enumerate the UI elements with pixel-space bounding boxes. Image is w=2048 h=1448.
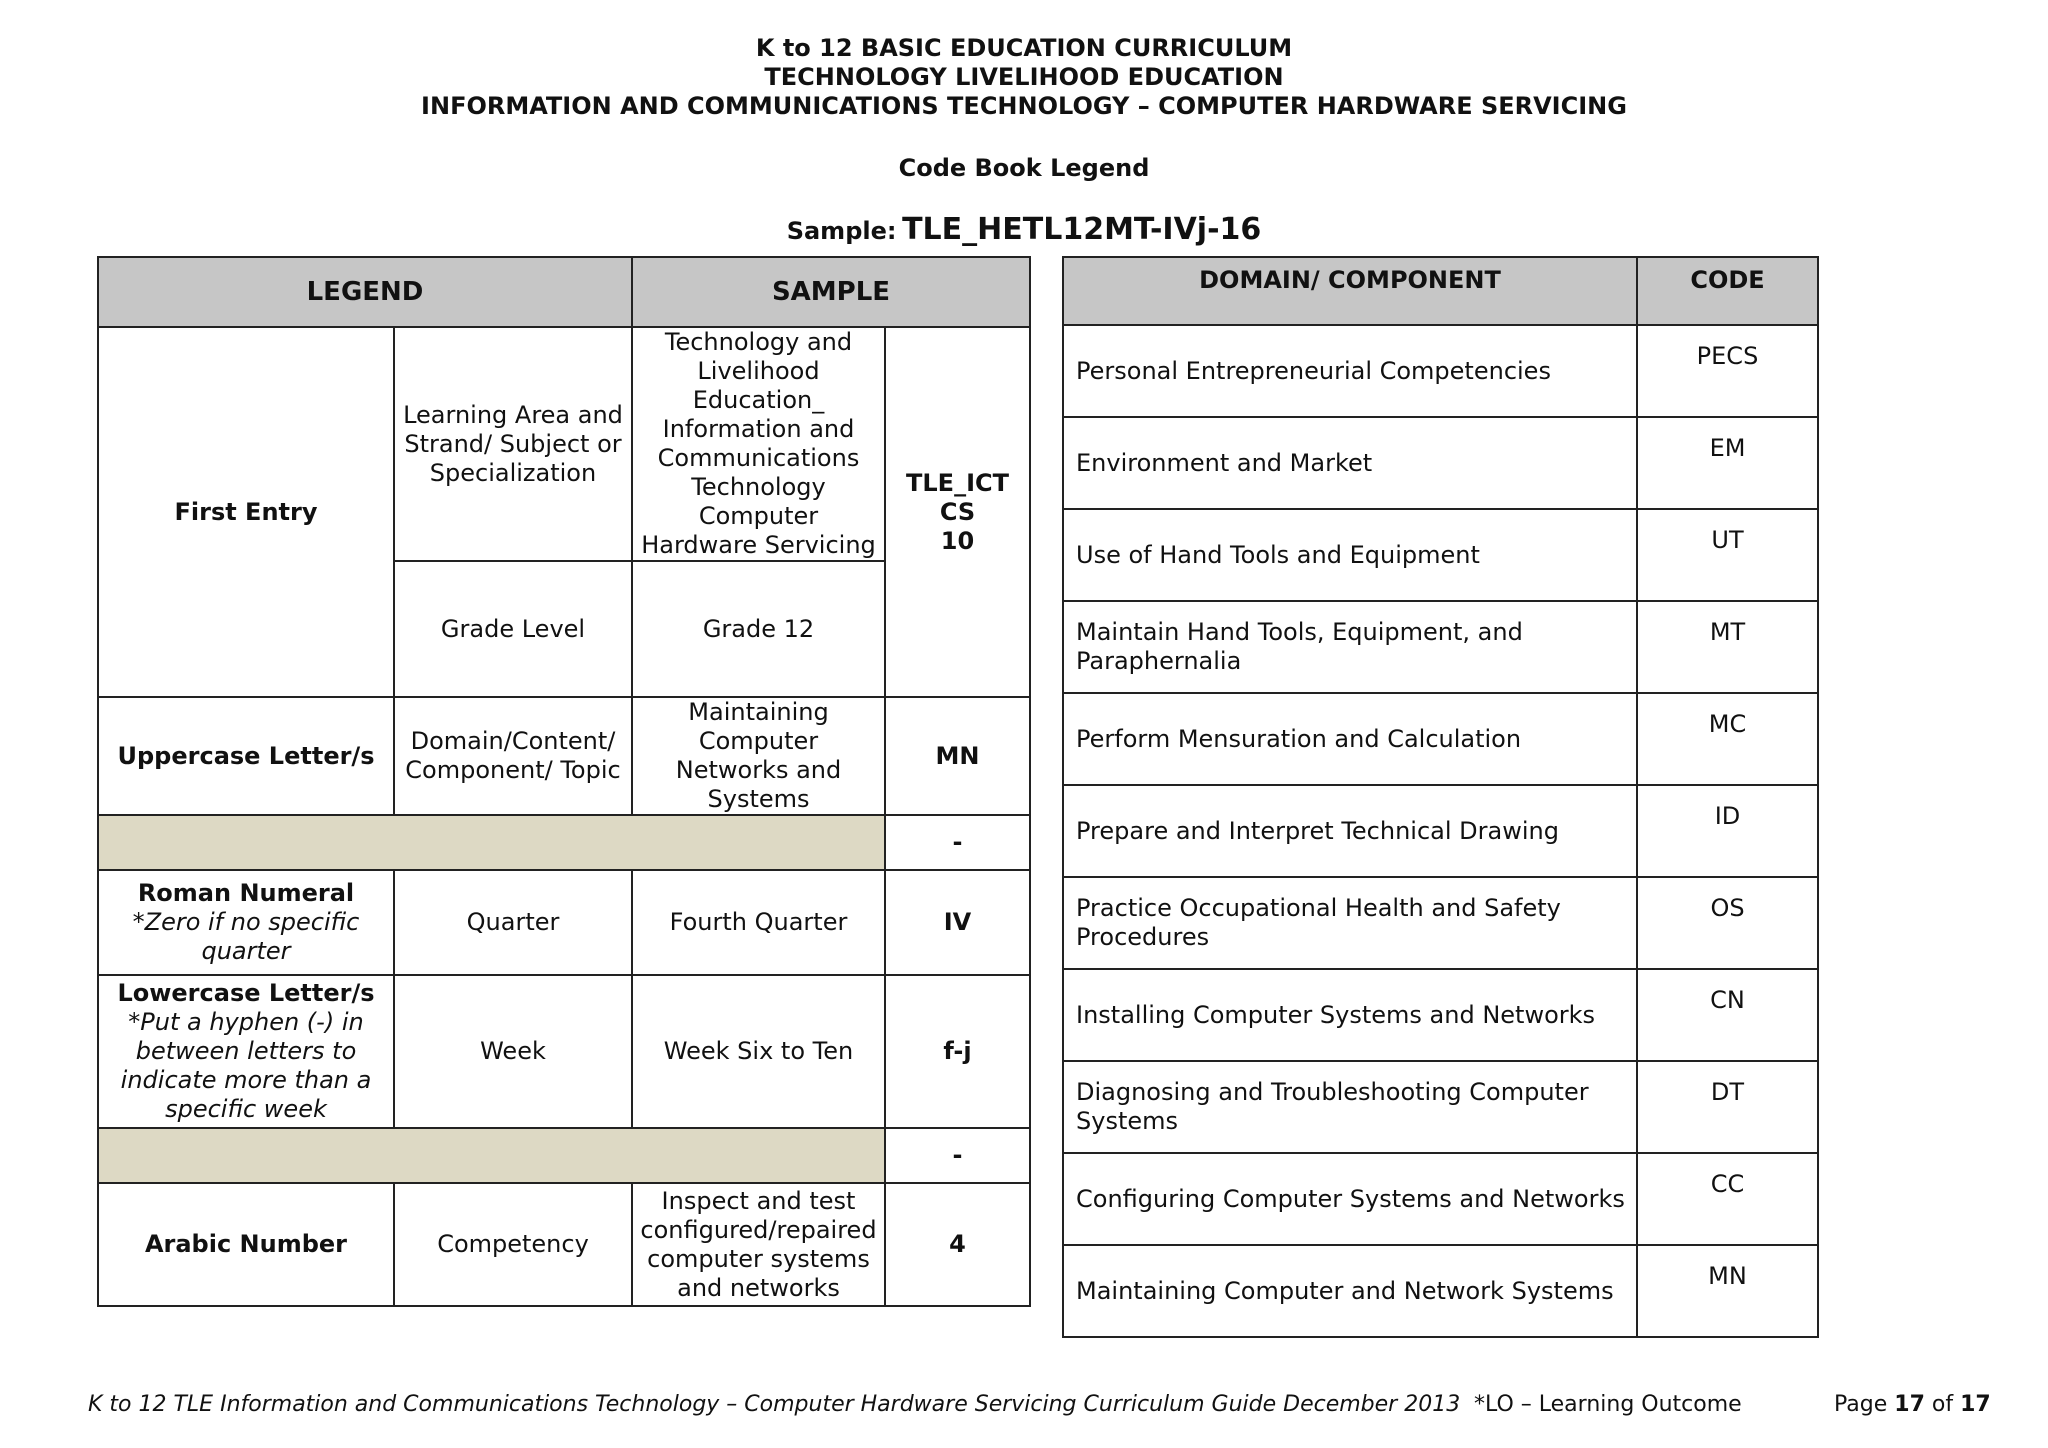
table-row bbox=[1063, 1061, 1818, 1153]
domain-name: Personal Entrepreneurial Competencies bbox=[1063, 325, 1637, 417]
domain-name: Perform Mensuration and Calculation bbox=[1063, 693, 1637, 785]
domain-name: Practice Occupational Health and Safety Procedures bbox=[1063, 877, 1637, 969]
domain-name: Diagnosing and Troubleshooting Computer Systems bbox=[1063, 1061, 1637, 1153]
separator-hyphen-1: - bbox=[885, 815, 1030, 870]
first-entry-label: First Entry bbox=[98, 327, 394, 697]
arabic-desc: Competency bbox=[394, 1183, 632, 1306]
domain-code: OS bbox=[1637, 877, 1818, 969]
header-line-3: INFORMATION AND COMMUNICATIONS TECHNOLOGY – COMPUTER HARDWARE SERVICING bbox=[421, 92, 1627, 120]
lowercase-code: f-j bbox=[885, 975, 1030, 1128]
first-entry-code bbox=[885, 327, 1030, 697]
grade-level-sample: Grade 12 bbox=[632, 561, 885, 697]
roman-code: IV bbox=[885, 870, 1030, 975]
domain-name: Maintain Hand Tools, Equipment, and Paraphernalia bbox=[1063, 601, 1637, 693]
table-row bbox=[1063, 1153, 1818, 1245]
domain-code: UT bbox=[1637, 509, 1818, 601]
domain-name: Environment and Market bbox=[1063, 417, 1637, 509]
domain-code: MC bbox=[1637, 693, 1818, 785]
domain-name: Installing Computer Systems and Networks bbox=[1063, 969, 1637, 1061]
document-header bbox=[0, 34, 2048, 121]
separator-hyphen-2: - bbox=[885, 1128, 1030, 1183]
arabic-sample: Inspect and test configured/repaired computer systems and networks bbox=[632, 1183, 885, 1306]
roman-cell bbox=[98, 870, 394, 975]
uppercase-desc: Domain/Content/ Component/ Topic bbox=[394, 697, 632, 815]
learning-area-sample: Technology and Livelihood Education_ Information and Communications Technology Computer Hardware Servicing bbox=[632, 327, 885, 561]
domain-code: MT bbox=[1637, 601, 1818, 693]
first-entry-code-line-2: CS bbox=[939, 497, 976, 526]
table-row bbox=[1063, 1245, 1818, 1337]
domain-name: Prepare and Interpret Technical Drawing bbox=[1063, 785, 1637, 877]
lowercase-label: Lowercase Letter/s bbox=[117, 979, 375, 1007]
arabic-code: 4 bbox=[885, 1183, 1030, 1306]
sample-code-line bbox=[0, 212, 2048, 247]
table-row bbox=[1063, 693, 1818, 785]
domain-name: Configuring Computer Systems and Networks bbox=[1063, 1153, 1637, 1245]
sample-label: Sample: bbox=[786, 217, 897, 245]
lowercase-sample: Week Six to Ten bbox=[632, 975, 885, 1128]
lowercase-cell bbox=[98, 975, 394, 1128]
uppercase-sample: Maintaining Computer Networks and Systems bbox=[632, 697, 885, 815]
sample-code: TLE_HETL12MT-IVj-16 bbox=[902, 212, 1262, 247]
page-number: 17 bbox=[1894, 1392, 1925, 1417]
footer-guide-title: K to 12 TLE Information and Communications Technology – Computer Hardware Servicing Curriculum Guide December 2013 bbox=[88, 1392, 1461, 1417]
page-indicator bbox=[1834, 1392, 1991, 1417]
page-word: Page bbox=[1834, 1392, 1888, 1417]
table-row bbox=[1063, 325, 1818, 417]
arabic-label: Arabic Number bbox=[98, 1183, 394, 1306]
domain-code: MN bbox=[1637, 1245, 1818, 1337]
domain-table-body bbox=[1063, 325, 1818, 1337]
table-row bbox=[1063, 601, 1818, 693]
uppercase-code: MN bbox=[885, 697, 1030, 815]
separator-shade-1 bbox=[98, 815, 885, 870]
domain-component-table bbox=[1062, 256, 1819, 1338]
table-row bbox=[1063, 877, 1818, 969]
domain-header: DOMAIN/ COMPONENT bbox=[1063, 257, 1637, 325]
separator-shade-2 bbox=[98, 1128, 885, 1183]
roman-label: Roman Numeral bbox=[137, 879, 355, 907]
uppercase-label: Uppercase Letter/s bbox=[98, 697, 394, 815]
code-book-title: Code Book Legend bbox=[898, 154, 1150, 182]
lowercase-note: *Put a hyphen (-) in between letters to indicate more than a specific week bbox=[120, 1008, 372, 1123]
grade-level-desc: Grade Level bbox=[394, 561, 632, 697]
table-row bbox=[1063, 509, 1818, 601]
roman-desc: Quarter bbox=[394, 870, 632, 975]
code-header: CODE bbox=[1637, 257, 1818, 325]
lowercase-desc: Week bbox=[394, 975, 632, 1128]
sample-header: SAMPLE bbox=[632, 257, 1030, 327]
roman-sample: Fourth Quarter bbox=[632, 870, 885, 975]
page-total: 17 bbox=[1960, 1392, 1991, 1417]
first-entry-code-line-1: TLE_ICT bbox=[906, 468, 1009, 497]
header-line-1: K to 12 BASIC EDUCATION CURRICULUM bbox=[755, 34, 1293, 62]
domain-name: Maintaining Computer and Network Systems bbox=[1063, 1245, 1637, 1337]
domain-code: ID bbox=[1637, 785, 1818, 877]
learning-area-desc: Learning Area and Strand/ Subject or Specialization bbox=[394, 327, 632, 561]
table-row bbox=[1063, 417, 1818, 509]
domain-name: Use of Hand Tools and Equipment bbox=[1063, 509, 1637, 601]
domain-code: EM bbox=[1637, 417, 1818, 509]
table-row bbox=[1063, 969, 1818, 1061]
roman-note: *Zero if no specific quarter bbox=[132, 908, 360, 965]
first-entry-code-line-3: 10 bbox=[940, 526, 975, 555]
domain-code: CC bbox=[1637, 1153, 1818, 1245]
table-row bbox=[1063, 785, 1818, 877]
domain-code: DT bbox=[1637, 1061, 1818, 1153]
of-word: of bbox=[1931, 1392, 1954, 1417]
header-line-2: TECHNOLOGY LIVELIHOOD EDUCATION bbox=[764, 63, 1284, 91]
domain-code: CN bbox=[1637, 969, 1818, 1061]
domain-code: PECS bbox=[1637, 325, 1818, 417]
legend-header: LEGEND bbox=[98, 257, 632, 327]
legend-table bbox=[97, 256, 1031, 1307]
footer-lo-note: *LO – Learning Outcome bbox=[1474, 1392, 1742, 1417]
